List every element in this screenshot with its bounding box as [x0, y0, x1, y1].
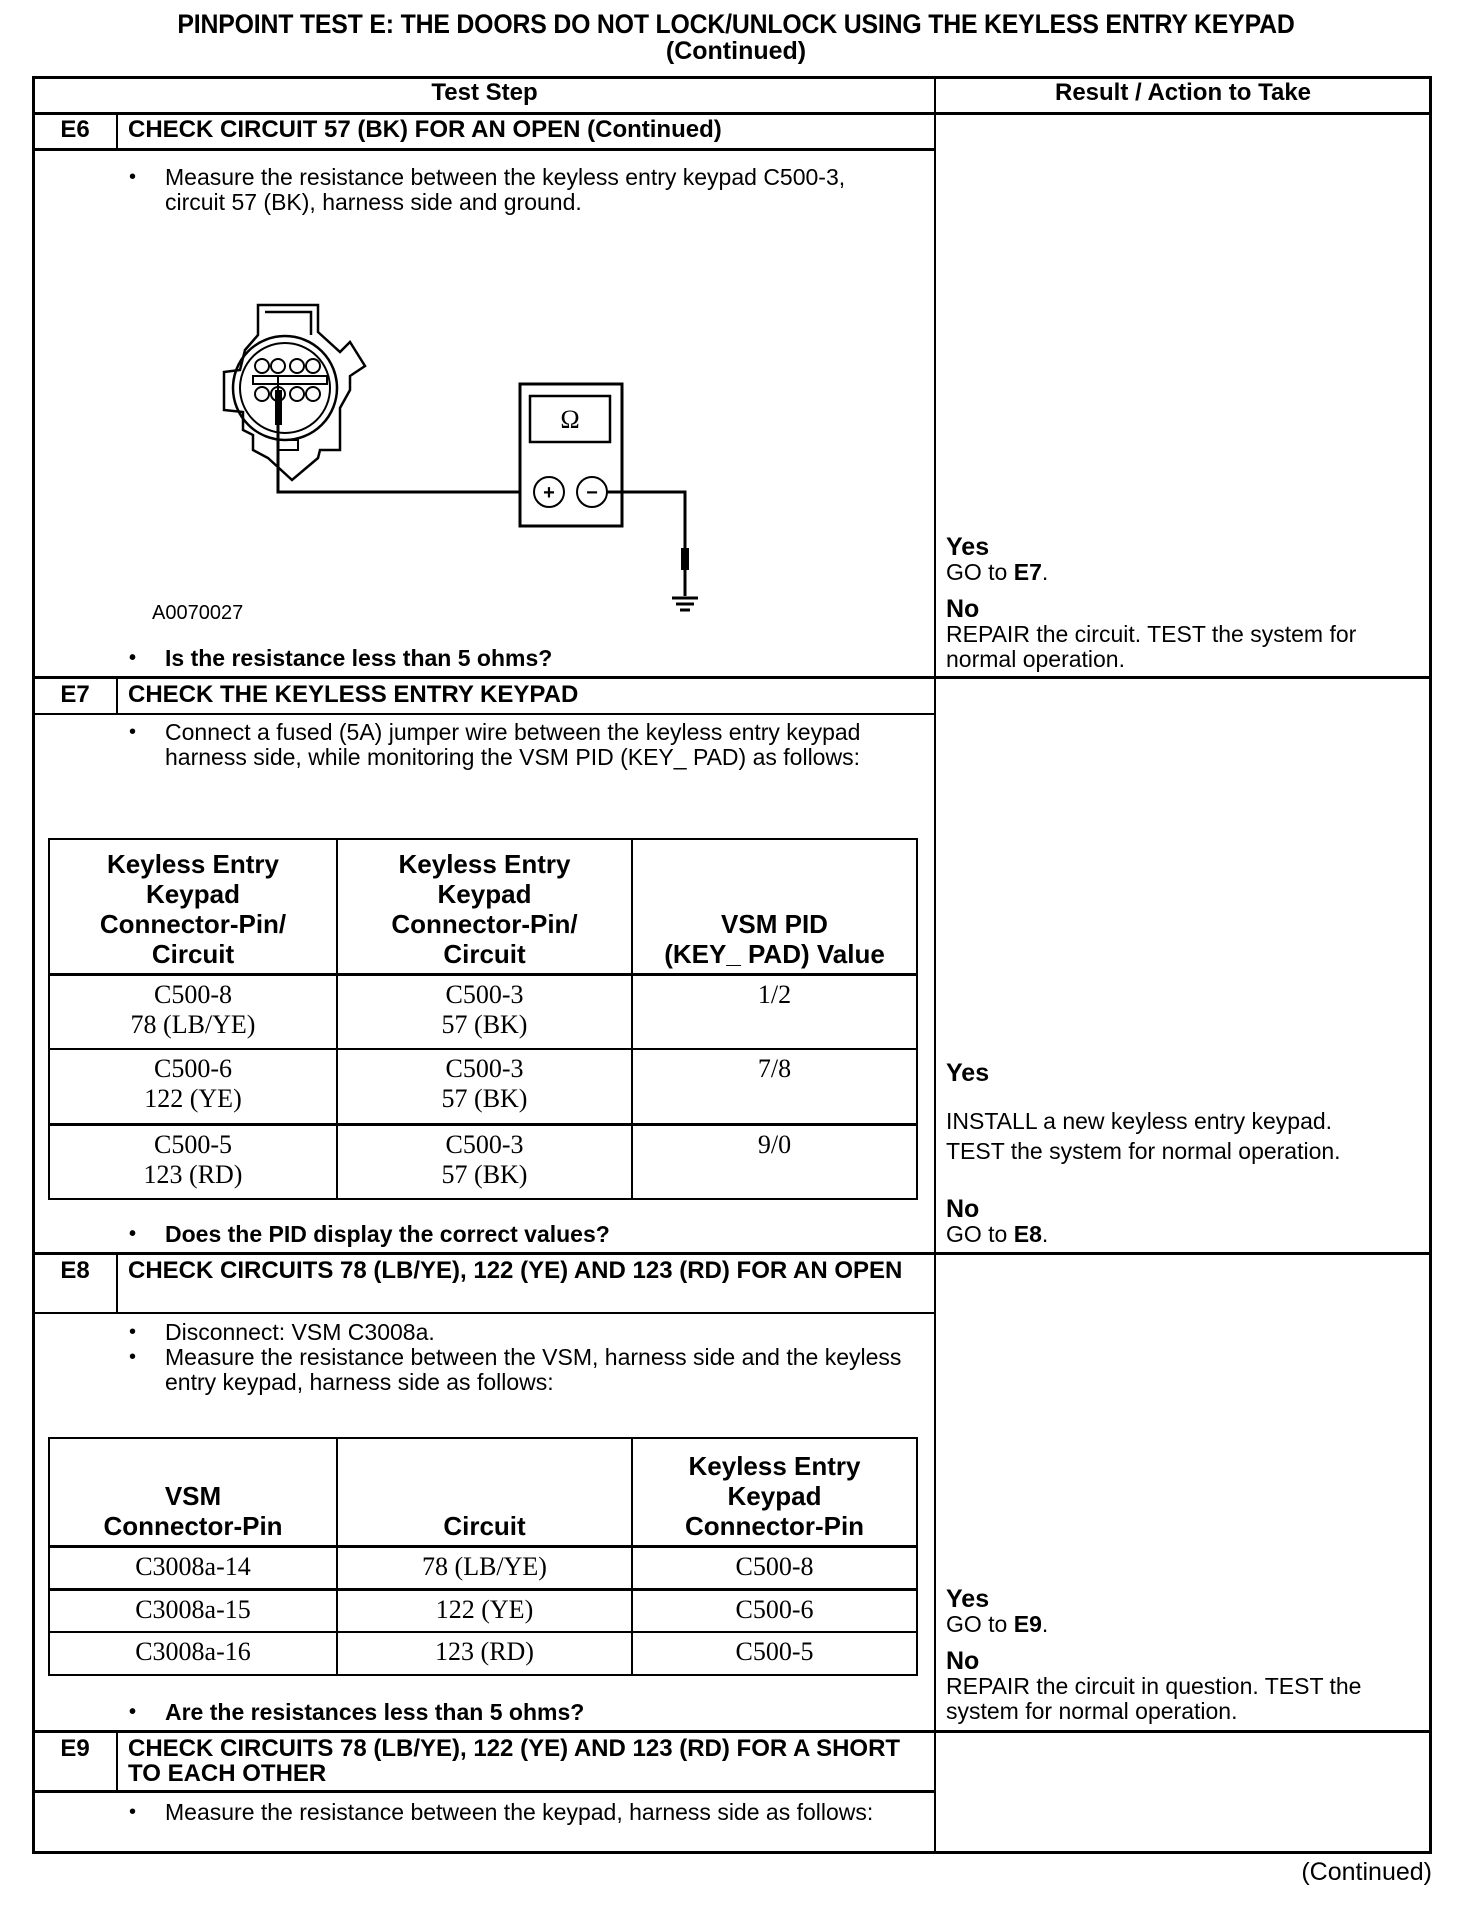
- ground-clip-icon: [681, 548, 689, 570]
- step-bullet: • Measure the resistance between the VSM, harness side and the keyless entry keypad, harness side as follows:: [129, 1344, 902, 1395]
- bullet-icon: •: [129, 1223, 137, 1245]
- result-yes-text: GO to E7.: [946, 559, 1049, 585]
- step-id-e7: E7: [60, 681, 90, 708]
- step-id-e6: E6: [60, 116, 90, 143]
- bullet-icon: •: [129, 1346, 137, 1368]
- plus-terminal: +: [543, 482, 555, 504]
- table-cell: 7/8: [632, 1049, 917, 1124]
- test-lead-icon: [275, 375, 282, 425]
- page-title: PINPOINT TEST E: THE DOORS DO NOT LOCK/UNLOCK USING THE KEYLESS ENTRY KEYPAD: [177, 9, 1295, 39]
- table-header-row: [49, 1438, 917, 1546]
- minus-terminal: −: [586, 482, 598, 504]
- table-header-cell: Keyless Entry Keypad Connector-Pin/ Circuit: [337, 839, 632, 974]
- step-bullet: • Measure the resistance between the keypad, harness side as follows:: [129, 1799, 874, 1825]
- ohm-symbol: Ω: [560, 405, 580, 434]
- divider: [33, 148, 935, 151]
- step-title-e9: CHECK CIRCUITS 78 (LB/YE), 122 (YE) AND 123 (RD) FOR A SHORT TO EACH OTHER: [128, 1735, 901, 1787]
- table-header-row: [49, 839, 917, 974]
- ohmmeter-test-diagram: [200, 280, 760, 640]
- divider: [33, 1252, 1431, 1255]
- step-id-divider: [116, 1254, 118, 1314]
- table-cell: 123 (RD): [337, 1632, 632, 1675]
- bullet-icon: •: [129, 1701, 137, 1723]
- result-yes-label: Yes: [946, 1059, 990, 1087]
- divider: [33, 676, 1431, 679]
- table-header-cell: VSM PID (KEY_ PAD) Value: [632, 839, 917, 974]
- table-row: [49, 974, 917, 1049]
- step-bullet: • Measure the resistance between the keyless entry keypad C500-3, circuit 57 (BK), harness side and ground.: [129, 164, 846, 215]
- table-row: [49, 1632, 917, 1675]
- table-cell: C500-8: [632, 1546, 917, 1589]
- bullet-icon: •: [129, 647, 137, 669]
- table-cell: C500-3 57 (BK): [337, 974, 632, 1049]
- goto-step-link[interactable]: E9: [1013, 1611, 1042, 1637]
- column-header-test-step: Test Step: [431, 79, 538, 106]
- result-no-label: No: [946, 1647, 980, 1675]
- page-subtitle: (Continued): [665, 37, 807, 65]
- bullet-icon: •: [129, 1801, 137, 1823]
- step-question: • Are the resistances less than 5 ohms?: [129, 1699, 585, 1725]
- step-title-e8: CHECK CIRCUITS 78 (LB/YE), 122 (YE) AND 123 (RD) FOR AN OPEN: [128, 1257, 903, 1284]
- table-header-cell: Keyless Entry Keypad Connector-Pin/ Circuit: [49, 839, 337, 974]
- step-title-e6: CHECK CIRCUIT 57 (BK) FOR AN OPEN (Continued): [128, 116, 722, 143]
- divider: [33, 713, 935, 715]
- result-no-label: No: [946, 1195, 980, 1223]
- table-cell: C500-5: [632, 1632, 917, 1675]
- bullet-icon: •: [129, 166, 137, 188]
- table-cell: C500-6 122 (YE): [49, 1049, 337, 1124]
- ohmmeter-icon: [520, 384, 622, 526]
- step-question: • Is the resistance less than 5 ohms?: [129, 645, 553, 671]
- table-cell: C500-8 78 (LB/YE): [49, 974, 337, 1049]
- table-cell: 1/2: [632, 974, 917, 1049]
- table-row: [49, 1546, 917, 1589]
- resistance-check-table: [48, 1437, 918, 1676]
- step-bullet: • Disconnect: VSM C3008a.: [129, 1319, 435, 1345]
- table-header-cell: Circuit: [337, 1438, 632, 1546]
- table-header-cell: Keyless Entry Keypad Connector-Pin: [632, 1438, 917, 1546]
- table-row: [49, 1049, 917, 1124]
- divider: [33, 112, 1431, 115]
- table-cell: 122 (YE): [337, 1589, 632, 1632]
- bullet-icon: •: [129, 1321, 137, 1343]
- figure-code: A0070027: [152, 602, 244, 624]
- result-no-label: No: [946, 595, 980, 623]
- table-cell: C3008a-16: [49, 1632, 337, 1675]
- continued-note: (Continued): [1301, 1858, 1432, 1886]
- step-id-divider: [116, 114, 118, 150]
- result-yes-text: GO to E9.: [946, 1611, 1049, 1637]
- step-question: • Does the PID display the correct values?: [129, 1221, 610, 1247]
- table-row: [49, 1589, 917, 1632]
- bullet-icon: •: [129, 721, 137, 743]
- result-yes-label: Yes: [946, 533, 990, 561]
- column-divider: [934, 77, 936, 1852]
- connector-icon: [224, 305, 365, 480]
- table-cell: C500-3 57 (BK): [337, 1124, 632, 1199]
- step-bullet: • Connect a fused (5A) jumper wire between the keyless entry keypad harness side, while monitoring the VSM PID (KEY_ PAD) as follows:: [129, 719, 861, 770]
- result-no-text: GO to E8.: [946, 1221, 1049, 1247]
- table-cell: 9/0: [632, 1124, 917, 1199]
- step-id-e8: E8: [60, 1257, 90, 1284]
- table-cell: 78 (LB/YE): [337, 1546, 632, 1589]
- step-id-divider: [116, 1732, 118, 1792]
- result-yes-text: INSTALL a new keyless entry keypad. TEST the system for normal operation.: [946, 1108, 1341, 1164]
- table-cell: C3008a-15: [49, 1589, 337, 1632]
- table-cell: C500-6: [632, 1589, 917, 1632]
- test-lead-wire: [278, 425, 520, 492]
- step-id-divider: [116, 678, 118, 714]
- table-row: [49, 1124, 917, 1199]
- ground-symbol-icon: [672, 598, 698, 610]
- divider: [33, 1790, 935, 1793]
- goto-step-link[interactable]: E8: [1013, 1221, 1042, 1247]
- table-cell: C3008a-14: [49, 1546, 337, 1589]
- divider: [33, 1730, 1431, 1733]
- step-title-e7: CHECK THE KEYLESS ENTRY KEYPAD: [128, 681, 579, 708]
- table-header-cell: VSM Connector-Pin: [49, 1438, 337, 1546]
- divider: [33, 1312, 935, 1314]
- table-cell: C500-3 57 (BK): [337, 1049, 632, 1124]
- result-no-text: REPAIR the circuit in question. TEST the system for normal operation.: [946, 1673, 1362, 1724]
- pid-values-table: [48, 838, 918, 1200]
- goto-step-link[interactable]: E7: [1013, 559, 1042, 585]
- result-no-text: REPAIR the circuit. TEST the system for normal operation.: [946, 621, 1357, 672]
- table-cell: C500-5 123 (RD): [49, 1124, 337, 1199]
- column-header-result: Result / Action to Take: [1054, 79, 1312, 106]
- result-yes-label: Yes: [946, 1585, 990, 1613]
- step-id-e9: E9: [60, 1735, 90, 1762]
